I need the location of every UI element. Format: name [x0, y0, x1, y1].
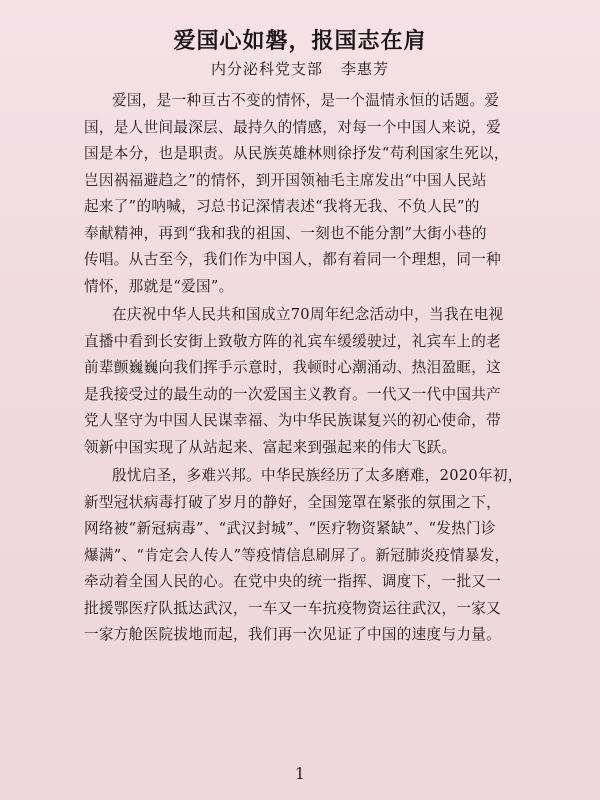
paragraph-line: 一家方舱医院拔地而起，我们再一次见证了中国的速度与力量。 — [84, 626, 502, 643]
paragraph-line: 网络被“新冠病毒”、“武汉封城”、“医疗物资紧缺”、“发热门诊 — [84, 520, 496, 537]
paragraph-line: 在庆祝中华人民共和国成立70周年纪念活动中，当我在电视 — [112, 306, 504, 323]
paragraph-line: 前辈颤巍巍向我们挥手示意时，我顿时心潮涌动、热泪盈眶，这 — [84, 359, 502, 376]
page-title: 爱国心如磐，报国志在肩 — [173, 28, 427, 54]
paragraph-line: 党人坚守为中国人民谋幸福、为中华民族谋复兴的初心使命，带 — [84, 412, 502, 429]
paragraph-line: 情怀，那就是“爱国”。 — [84, 277, 234, 295]
paragraph-line: 传唱。从古至今，我们作为中国人，都有着同一个理想，同一种 — [84, 251, 502, 268]
byline — [0, 58, 600, 79]
paragraph-line: 爆满”、“肯定会人传人”等疫情信息刷屏了。新冠肺炎疫情暴发， — [84, 546, 510, 564]
paragraph-line: 领新中国实现了从站起来、富起来到强起来的伟大飞跃。 — [84, 438, 457, 456]
paragraph-line: 奉献精神，再到“我和我的祖国、一刻也不能分割”大街小巷的 — [84, 224, 487, 242]
paragraph-2 — [84, 302, 552, 461]
paragraph-line: 起来了”的呐喊，习总书记深情表述“我将无我、不负人民”的 — [84, 198, 480, 215]
page-number: 1 — [294, 764, 306, 783]
paragraph-line: 国是本分，也是职责。从民族英雄林则徐抒发“苟利国家生死以， — [84, 145, 509, 162]
article-body — [84, 88, 552, 651]
paragraph-line: 国，是人世间最深层、最持久的情感，对每一个中国人来说，爱 — [84, 118, 502, 136]
paragraph-line: 新型冠状病毒打破了岁月的静好，全国笼罩在紧张的氛围之下， — [84, 493, 502, 511]
byline-department: 内分泌科党支部 — [210, 60, 323, 78]
paragraph-line: 爱国，是一种亘古不变的情怀，是一个温情永恒的话题。爱 — [112, 92, 500, 109]
byline-author: 李惠芳 — [341, 60, 390, 78]
paragraph-1 — [84, 88, 552, 300]
paragraph-line: 批援鄂医疗队抵达武汉，一车又一车抗疫物资运往武汉，一家又 — [84, 599, 502, 617]
paragraph-line: 直播中看到长安街上致敬方阵的礼宾车缓缓驶过，礼宾车上的老 — [84, 332, 502, 350]
paragraph-3 — [84, 463, 552, 649]
paragraph-line: 岂因祸福避趋之”的情怀，到开国领袖毛主席发出“中国人民站 — [84, 171, 487, 189]
paragraph-line: 殷忧启圣，多难兴邦。中华民族经历了太多磨难，2020年初， — [112, 467, 523, 484]
paragraph-line: 牵动着全国人民的心。在党中央的统一指挥、调度下，一批又一 — [84, 573, 502, 590]
paragraph-line: 是我接受过的最生动的一次爱国主义教育。一代又一代中国共产 — [84, 385, 502, 403]
